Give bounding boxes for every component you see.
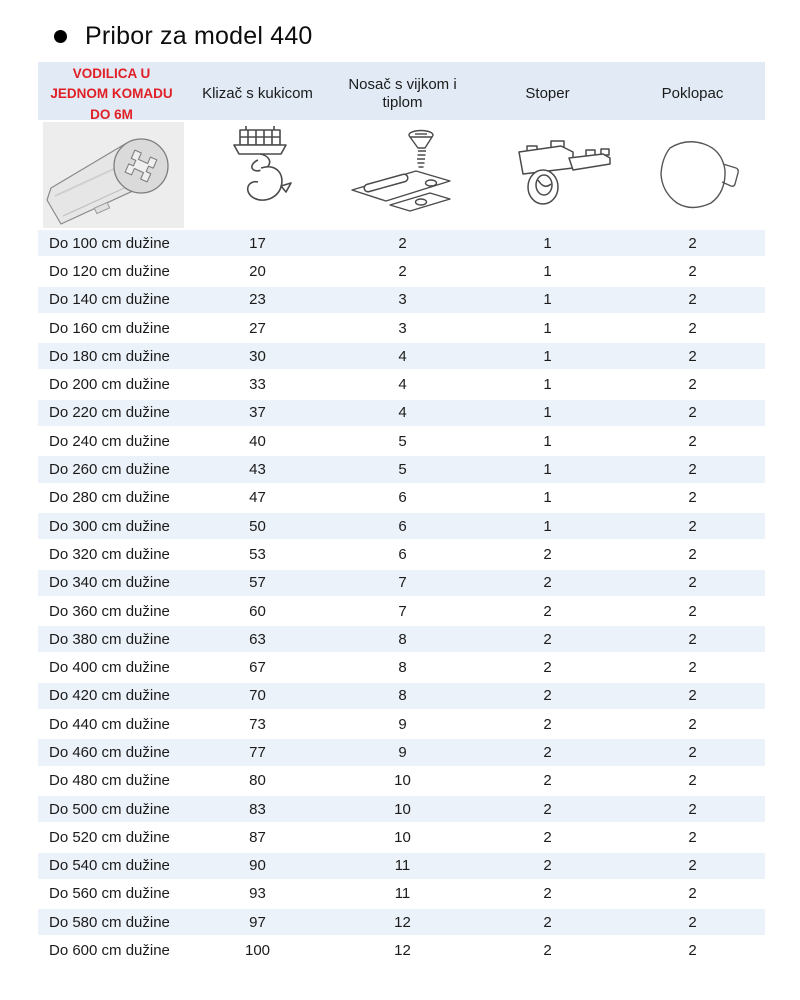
table-row [38,568,765,596]
row-value: 1 [543,489,552,507]
row-value: 60 [249,602,266,620]
row-value: 27 [249,319,266,337]
row-value: 1 [543,517,552,535]
row-label: Do 120 cm dužine [49,262,170,280]
row-label: Do 360 cm dužine [49,602,170,620]
row-label: Do 560 cm dužine [49,885,170,903]
row-value: 2 [688,489,697,507]
row-value: 47 [249,489,266,507]
row-value: 2 [688,885,697,903]
column-header-poklopac: Poklopac [661,85,724,102]
table-header-row [38,62,765,120]
row-value: 2 [688,800,697,818]
row-value: 12 [394,913,411,931]
row-label: Do 380 cm dužine [49,630,170,648]
row-value: 2 [543,602,552,620]
row-value: 9 [398,743,407,761]
row-value: 100 [244,942,271,960]
row-value: 2 [543,913,552,931]
row-value: 17 [249,234,266,252]
row-label: Do 240 cm dužine [49,432,170,450]
row-value: 11 [394,885,411,903]
table-row [38,369,765,397]
page-title: Pribor za model 440 [85,21,313,50]
row-value: 3 [398,291,407,309]
row-value: 1 [543,291,552,309]
row-value: 2 [543,545,552,563]
row-label: Do 600 cm dužine [49,942,170,960]
table-row [38,907,765,935]
row-value: 70 [249,687,266,705]
row-value: 2 [543,687,552,705]
row-value: 8 [398,630,407,648]
table-body [38,228,765,964]
row-value: 2 [543,828,552,846]
row-label: Do 520 cm dužine [49,828,170,846]
row-value: 4 [398,404,407,422]
table-row [38,454,765,482]
rail-profile-illustration [43,122,184,228]
row-value: 97 [249,913,266,931]
row-value: 1 [543,262,552,280]
bracket-with-screw-illustration [338,124,468,224]
table-row [38,539,765,567]
row-label: Do 220 cm dužine [49,404,170,422]
row-value: 2 [688,574,697,592]
row-value: 7 [398,574,407,592]
row-value: 2 [688,942,697,960]
image-cell-klizac [185,120,330,228]
row-value: 23 [249,291,266,309]
table-row [38,285,765,313]
row-value: 40 [249,432,266,450]
row-value: 4 [398,376,407,394]
table-row [38,426,765,454]
column-header-vodilica: VODILICA U JEDNOM KOMADU DO 6M [50,66,173,122]
row-value: 2 [688,291,697,309]
row-value: 43 [249,461,266,479]
row-value: 3 [398,319,407,337]
row-value: 2 [688,404,697,422]
image-cell-poklopac [620,120,765,228]
row-value: 2 [688,659,697,677]
row-value: 1 [543,404,552,422]
row-value: 2 [688,743,697,761]
row-value: 33 [249,376,266,394]
row-value: 50 [249,517,266,535]
row-value: 2 [688,687,697,705]
row-value: 2 [543,885,552,903]
table-row [38,511,765,539]
row-value: 2 [543,630,552,648]
row-value: 37 [249,404,266,422]
row-value: 8 [398,687,407,705]
table-row [38,935,765,963]
row-value: 12 [394,942,411,960]
table-row [38,256,765,284]
row-label: Do 320 cm dužine [49,545,170,563]
row-value: 2 [688,602,697,620]
row-value: 6 [398,545,407,563]
row-label: Do 500 cm dužine [49,800,170,818]
product-images-row [38,120,765,228]
table-row [38,766,765,794]
row-value: 6 [398,517,407,535]
accessories-table [38,62,765,964]
row-value: 83 [249,800,266,818]
row-value: 2 [543,857,552,875]
table-row [38,398,765,426]
row-label: Do 280 cm dužine [49,489,170,507]
row-value: 7 [398,602,407,620]
row-label: Do 420 cm dužine [49,687,170,705]
row-value: 2 [688,715,697,733]
table-row [38,681,765,709]
row-value: 53 [249,545,266,563]
row-value: 2 [688,517,697,535]
row-value: 57 [249,574,266,592]
row-value: 2 [543,659,552,677]
row-value: 10 [394,828,411,846]
page-title-row [0,0,800,52]
row-value: 2 [543,574,552,592]
table-row [38,652,765,680]
row-value: 77 [249,743,266,761]
row-value: 2 [398,234,407,252]
row-value: 80 [249,772,266,790]
row-label: Do 440 cm dužine [49,715,170,733]
column-header-stoper: Stoper [525,85,570,102]
table-row [38,709,765,737]
row-value: 30 [249,347,266,365]
row-label: Do 200 cm dužine [49,376,170,394]
row-value: 2 [688,630,697,648]
row-value: 1 [543,461,552,479]
table-row [38,341,765,369]
table-row [38,737,765,765]
column-header-nosac: Nosač s vijkom i tiplom [348,75,457,112]
row-value: 2 [688,432,697,450]
table-row [38,794,765,822]
row-label: Do 340 cm dužine [49,574,170,592]
row-value: 5 [398,432,407,450]
row-value: 1 [543,432,552,450]
row-value: 2 [543,715,552,733]
bullet-icon [54,30,67,43]
row-value: 2 [543,800,552,818]
row-value: 2 [688,913,697,931]
row-value: 73 [249,715,266,733]
table-row [38,822,765,850]
row-value: 2 [543,772,552,790]
image-cell-vodilica [38,120,185,228]
row-value: 90 [249,857,266,875]
row-label: Do 580 cm dužine [49,913,170,931]
end-cap-illustration [628,124,758,224]
table-row [38,879,765,907]
column-header-klizac: Klizač s kukicom [202,85,313,102]
row-value: 2 [688,262,697,280]
row-value: 2 [688,234,697,252]
row-value: 87 [249,828,266,846]
row-value: 67 [249,659,266,677]
row-value: 1 [543,376,552,394]
row-label: Do 460 cm dužine [49,743,170,761]
row-label: Do 160 cm dužine [49,319,170,337]
row-value: 2 [543,743,552,761]
image-cell-stoper [475,120,620,228]
row-value: 1 [543,347,552,365]
row-label: Do 540 cm dužine [49,857,170,875]
row-value: 2 [688,857,697,875]
row-label: Do 300 cm dužine [49,517,170,535]
table-row [38,851,765,879]
row-label: Do 480 cm dužine [49,772,170,790]
table-row [38,483,765,511]
row-value: 2 [688,376,697,394]
row-value: 2 [688,772,697,790]
row-value: 2 [688,545,697,563]
row-value: 4 [398,347,407,365]
row-value: 2 [688,828,697,846]
table-row [38,624,765,652]
table-row [38,596,765,624]
row-label: Do 100 cm dužine [49,234,170,252]
row-value: 2 [688,347,697,365]
rail-image-background [43,122,184,228]
table-row [38,313,765,341]
row-value: 2 [398,262,407,280]
row-value: 8 [398,659,407,677]
row-label: Do 180 cm dužine [49,347,170,365]
row-value: 2 [688,461,697,479]
row-label: Do 140 cm dužine [49,291,170,309]
row-value: 2 [688,319,697,337]
row-label: Do 400 cm dužine [49,659,170,677]
row-value: 11 [394,857,411,875]
row-value: 10 [394,800,411,818]
row-value: 63 [249,630,266,648]
row-value: 10 [394,772,411,790]
row-value: 9 [398,715,407,733]
image-cell-nosac [330,120,475,228]
row-value: 1 [543,234,552,252]
row-value: 20 [249,262,266,280]
glider-with-hook-illustration [198,124,318,224]
row-value: 93 [249,885,266,903]
row-value: 2 [543,942,552,960]
row-label: Do 260 cm dužine [49,461,170,479]
row-value: 6 [398,489,407,507]
row-value: 5 [398,461,407,479]
row-value: 1 [543,319,552,337]
stopper-illustration [483,124,613,224]
table-row [38,228,765,256]
